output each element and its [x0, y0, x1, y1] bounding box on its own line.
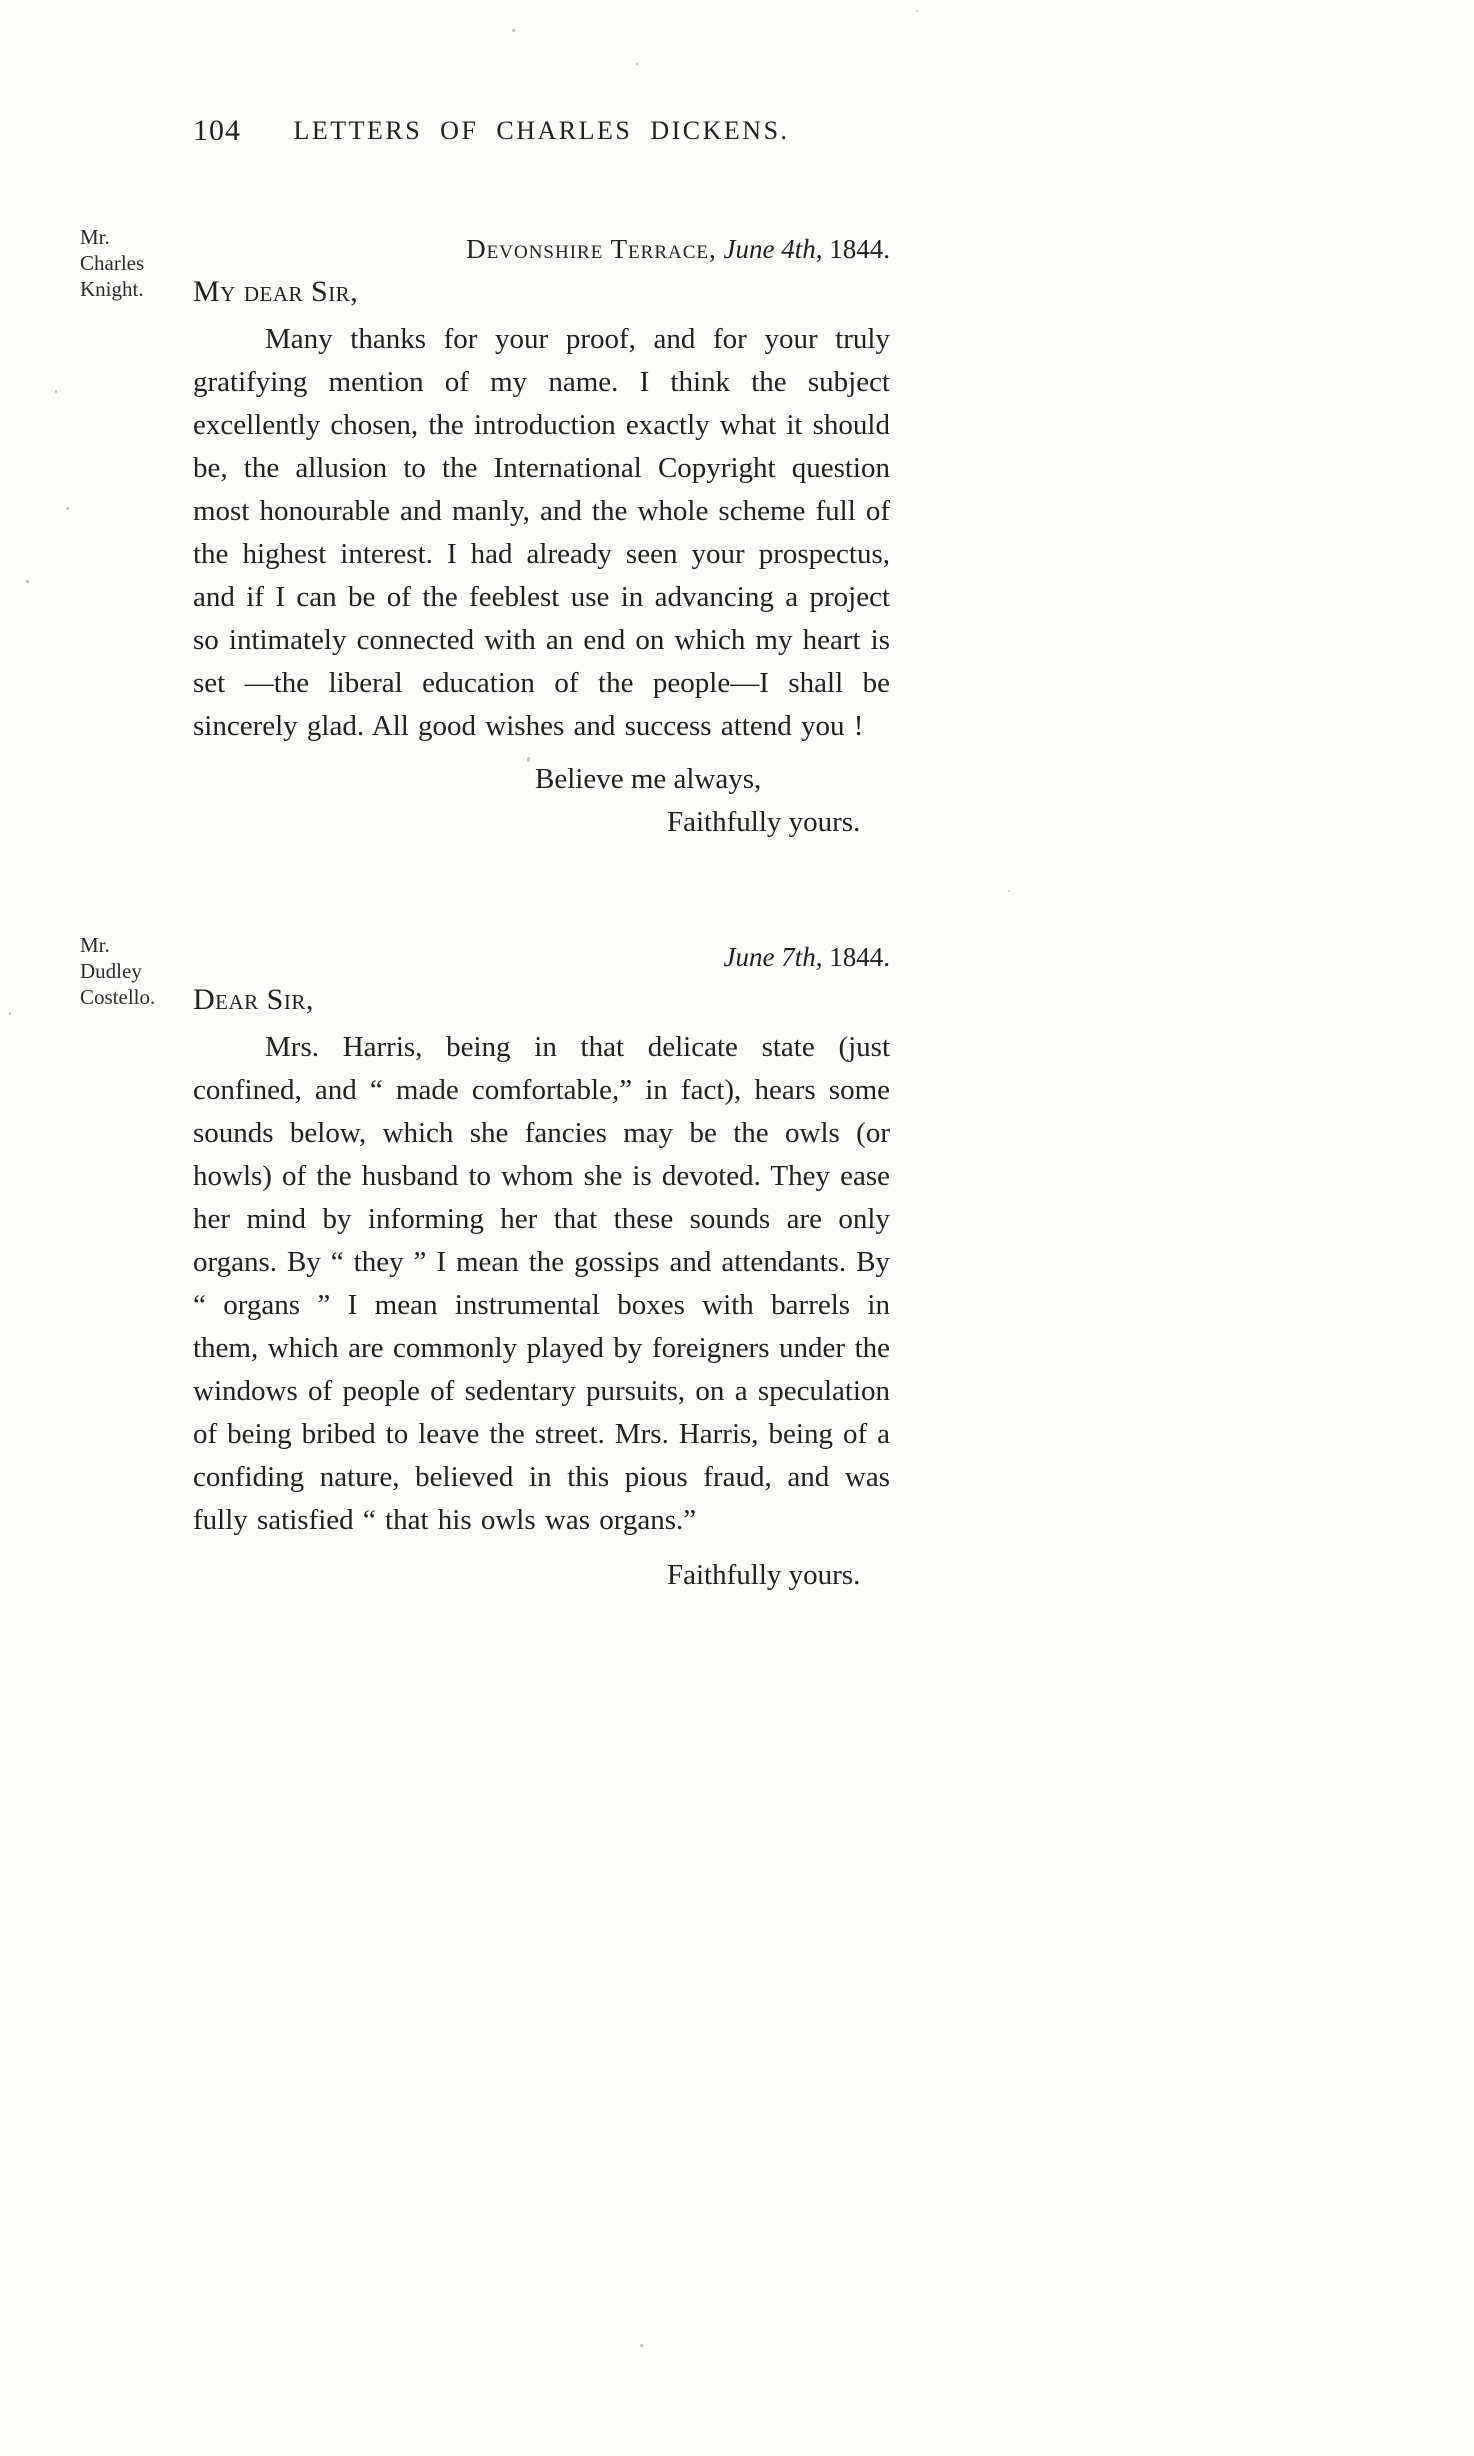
page-header	[193, 114, 890, 152]
margin-note-line: Mr.	[80, 225, 110, 249]
letter-salutation: My dear Sir,	[193, 275, 359, 308]
dateline-place: Devonshire Terrace,	[466, 234, 717, 264]
letter-signoff: Faithfully yours.	[667, 1559, 861, 1591]
dateline-year: 1844.	[829, 234, 890, 264]
margin-note-recipient	[80, 932, 188, 1010]
letter-charles-knight	[80, 225, 890, 844]
margin-note-line: Mr.	[80, 933, 110, 957]
scan-speck	[1008, 890, 1010, 892]
margin-note-line: Dudley	[80, 959, 142, 983]
scan-speck	[55, 390, 57, 393]
text-column	[80, 0, 890, 1597]
margin-note-line: Charles	[80, 251, 145, 275]
letter-signoff: Faithfully yours.	[667, 806, 861, 838]
scan-speck	[66, 507, 69, 510]
dateline-date: June 4th,	[723, 234, 823, 264]
letter-body: Mrs. Harris, being in that delicate state (just confined, and “ made comfortable,” in fact), hears some sounds below, which she fancies may be the owls (or howls) of the husband to whom she is devoted. They ease her mind by informing her that these sounds are only organs. By “ they ” I mean the gossips and attendants. By “ organs ” I mean instrumental boxes with barrels in them, which are commonly played by foreigners under the windows of people of sedentary pursuits, on a speculation of being bribed to leave the street. Mrs. Harris, being of a confiding nature, believed in this pious fraud, and was fully satisfied “ that his owls was organs.”	[193, 1031, 890, 1536]
margin-note-recipient	[80, 224, 188, 302]
letter-body: Many thanks for your proof, and for your truly gratifying mention of my name. I think the subject excellently chosen, the introduction exactly what it should be, the allusion to the International Copyright question most honourable and manly, and the whole scheme full of the highest interest. I had already seen your prospectus, and if I can be of the feeblest use in advancing a project so intimately connected with an end on which my heart is set —the liberal education of the people—I shall be sincerely glad. All good wishes and success attend you !	[193, 323, 890, 742]
dateline-year: 1844.	[829, 942, 890, 972]
letter-closing-line: Believe me always,	[535, 763, 762, 795]
scan-speck	[26, 580, 29, 583]
scan-speck	[640, 2344, 643, 2347]
letter-salutation: Dear Sir,	[193, 983, 314, 1016]
scan-speck	[916, 10, 918, 12]
letter-dudley-costello	[80, 933, 890, 1597]
margin-note-line: Costello.	[80, 985, 156, 1009]
page-number: 104	[193, 114, 241, 147]
margin-note-line: Knight.	[80, 277, 144, 301]
letter-dateline	[193, 232, 890, 266]
dateline-date: June 7th,	[723, 942, 823, 972]
letter-dateline	[193, 940, 890, 974]
scan-speck	[9, 1012, 11, 1015]
running-title: LETTERS OF CHARLES DICKENS.	[293, 116, 790, 145]
